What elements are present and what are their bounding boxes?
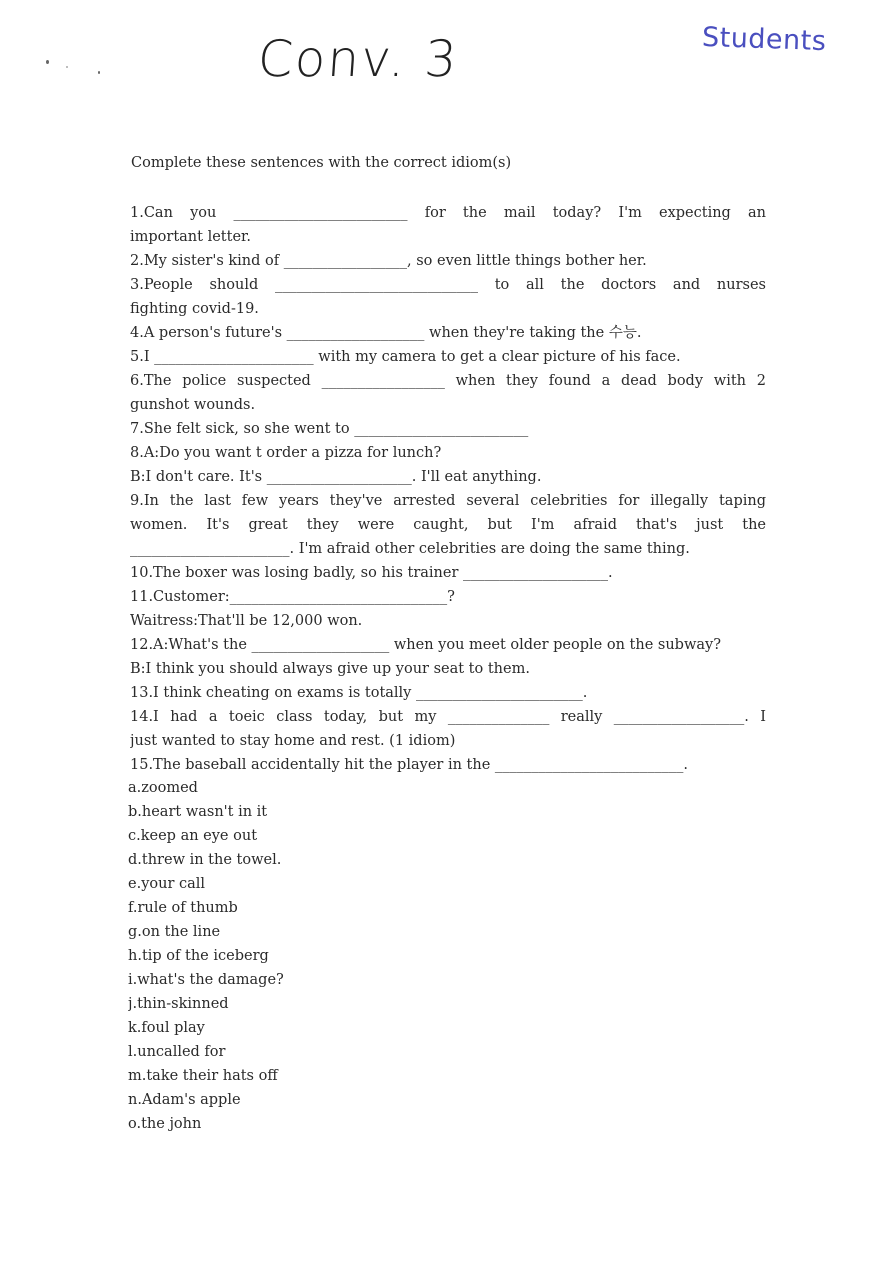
sentence-line: B:I think you should always give up your seat to them. (130, 661, 530, 677)
instruction-text: Complete these sentences with the correct idiom(s) (131, 155, 512, 171)
idiom-option: b.heart wasn't in it (128, 804, 268, 820)
sentence-line: 13.I think cheating on exams is totally _______________________. (130, 685, 588, 701)
sentence-line: 11.Customer:______________________________? (130, 589, 455, 605)
scan-speck (66, 66, 68, 68)
idiom-options-list (128, 776, 284, 1136)
scan-speck (98, 71, 100, 74)
sentence-line: 1.Can you ________________________ for the mail today? I'm expecting an (130, 205, 766, 221)
idiom-option: k.foul play (128, 1020, 205, 1036)
sentence-line: just wanted to stay home and rest. (1 idiom) (130, 733, 456, 749)
sentence-line: women. It's great they were caught, but I'm afraid that's just the (130, 517, 766, 533)
sentence-line: 7.She felt sick, so she went to ________________________ (130, 421, 529, 437)
sentence-line: 4.A person's future's ___________________ when they're taking the 수능. (130, 325, 642, 341)
sentence-line: important letter. (130, 229, 251, 245)
worksheet-title: Conv. 3 (255, 30, 461, 88)
idiom-option: c.keep an eye out (128, 828, 258, 844)
sentence-line: 3.People should ____________________________ to all the doctors and nurses (130, 277, 766, 293)
idiom-option: j.thin-skinned (128, 996, 229, 1012)
idiom-option: i.what's the damage? (128, 972, 284, 988)
sentence-line: gunshot wounds. (130, 397, 256, 413)
idiom-option: l.uncalled for (128, 1044, 226, 1060)
idiom-option: m.take their hats off (128, 1068, 278, 1084)
sentence-line: fighting covid-19. (130, 301, 259, 317)
sentence-line: 9.In the last few years they've arrested several celebrities for illegally taping (130, 493, 766, 509)
idiom-option: d.threw in the towel. (128, 852, 282, 868)
sentence-line: 6.The police suspected _________________ when they found a dead body with 2 (130, 373, 766, 389)
sentence-line: 8.A:Do you want t order a pizza for lunch? (130, 445, 442, 461)
sentence-line: 15.The baseball accidentally hit the player in the __________________________. (130, 757, 688, 773)
sentence-line: 14.I had a toeic class today, but my ______________ really __________________. I (130, 709, 766, 725)
idiom-option: g.on the line (128, 924, 221, 940)
idiom-option: o.the john (128, 1116, 202, 1132)
idiom-option: a.zoomed (128, 780, 198, 796)
sentence-line: ______________________. I'm afraid other celebrities are doing the same thing. (130, 541, 690, 557)
scan-speck (46, 60, 49, 64)
sentence-line: 2.My sister's kind of _________________, so even little things bother her. (130, 253, 647, 269)
sentence-line: 5.I ______________________ with my camera to get a clear picture of his face. (130, 349, 681, 365)
idiom-option: f.rule of thumb (128, 900, 238, 916)
idiom-option: n.Adam's apple (128, 1092, 241, 1108)
sentence-line: Waitress:That'll be 12,000 won. (130, 613, 363, 629)
idiom-option: h.tip of the iceberg (128, 948, 269, 964)
idiom-option: e.your call (128, 876, 206, 892)
exercise-sentences (130, 201, 766, 777)
sentence-line: 10.The boxer was losing badly, so his trainer ____________________. (130, 565, 613, 581)
sentence-line: B:I don't care. It's ____________________. I'll eat anything. (130, 469, 542, 485)
sentence-line: 12.A:What's the ___________________ when you meet older people on the subway? (130, 637, 721, 653)
handwritten-note: Students (701, 21, 827, 58)
